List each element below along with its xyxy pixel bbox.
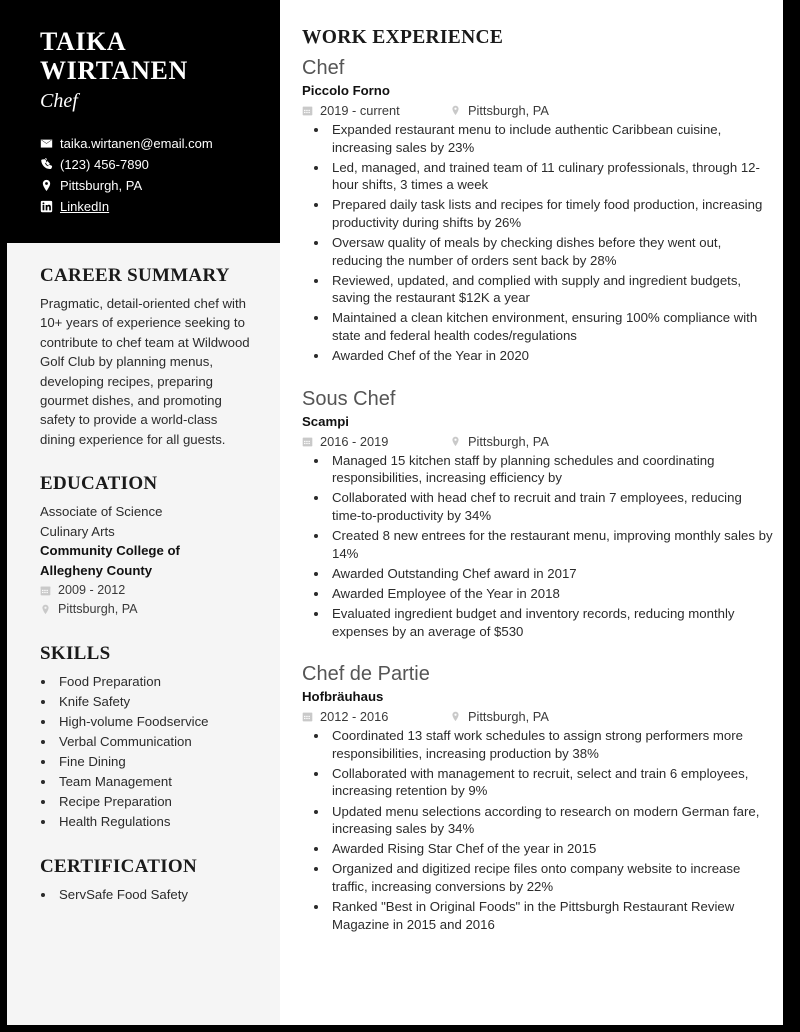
list-item: • Oversaw quality of meals by checking dishes before they went out, reducing the number of orders sent back by 28% (329, 234, 774, 269)
job-bullets (302, 121, 774, 365)
contact-phone (40, 154, 270, 175)
linkedin-icon (40, 200, 57, 213)
education-location-row (40, 600, 256, 619)
job-location: Pittsburgh, PA (468, 433, 549, 449)
skills-list (40, 672, 256, 832)
contact-location (40, 175, 270, 196)
job-company: Hofbräuhaus (302, 689, 384, 705)
list-item: • Reviewed, updated, and complied with supply and ingredient budgets, saving the restaurant $12K a year (329, 272, 774, 307)
contact-list (40, 133, 270, 217)
contact-phone-text: (123) 456-7890 (60, 157, 149, 172)
job-company: Piccolo Forno (302, 83, 390, 98)
job-dates: 2016 - 2019 (320, 433, 389, 449)
job-location: Pittsburgh, PA (468, 709, 549, 725)
list-item: • Knife Safety (56, 692, 256, 712)
education-degree-line2: Culinary Arts (40, 523, 115, 539)
skills-heading: SKILLS (40, 642, 111, 664)
calendar-icon (302, 436, 317, 447)
job-location-group (450, 101, 549, 120)
list-item: • Fine Dining (56, 752, 256, 772)
list-item: • Evaluated ingredient budget and inventory records, reducing monthly expenses by an average of $530 (329, 605, 774, 640)
calendar-icon (302, 105, 317, 116)
job-entry (302, 387, 774, 640)
education-dates: 2009 - 2012 (58, 582, 126, 597)
map-pin-icon (40, 179, 57, 192)
education-degree-line1: Associate of Science (40, 504, 163, 520)
list-item: • Team Management (56, 772, 256, 792)
job-meta (302, 432, 774, 451)
list-item: • Awarded Outstanding Chef award in 2017 (329, 565, 774, 583)
phone-icon (40, 158, 57, 171)
certification-list (40, 885, 256, 905)
job-title: Sous Chef (302, 387, 396, 410)
job-entry (302, 56, 774, 365)
contact-linkedin-link[interactable]: LinkedIn (60, 199, 110, 214)
contact-email-text: taika.wirtanen@email.com (60, 136, 213, 151)
list-item: • Collaborated with head chef to recruit and train 7 employees, reducing time-to-productivity by 34% (329, 489, 774, 524)
resume-page (7, 0, 783, 1025)
list-item: • Expanded restaurant menu to include authentic Caribbean cuisine, increasing sales by 23% (329, 121, 774, 156)
list-item: • Prepared daily task lists and recipes for timely food production, increasing productivity during shifts by 26% (329, 196, 774, 231)
candidate-name-line1: TAIKA (40, 27, 127, 56)
job-dates-group (302, 101, 450, 120)
work-experience-heading: WORK EXPERIENCE (302, 27, 504, 48)
list-item: • Ranked "Best in Original Foods" in the Pittsburgh Restaurant Review Magazine in 2015 and 2016 (329, 898, 774, 933)
certification-heading: CERTIFICATION (40, 855, 198, 877)
job-entry (302, 662, 774, 933)
contact-linkedin[interactable] (40, 196, 270, 217)
list-item: • Maintained a clean kitchen environment, ensuring 100% compliance with state and federal health codes/regulations (329, 309, 774, 344)
job-meta (302, 101, 774, 120)
list-item: • Organized and digitized recipe files onto company website to increase traffic, increasing conversions by 22% (329, 860, 774, 895)
list-item: • High-volume Foodservice (56, 712, 256, 732)
section-spacer (302, 370, 774, 387)
list-item: • Awarded Rising Star Chef of the year in 2015 (329, 840, 774, 858)
candidate-role: Chef (40, 90, 78, 112)
list-item: • Awarded Employee of the Year in 2018 (329, 585, 774, 603)
education-location: Pittsburgh, PA (58, 601, 138, 616)
list-item: • ServSafe Food Safety (56, 885, 256, 905)
job-dates: 2012 - 2016 (320, 709, 389, 725)
education-heading: EDUCATION (40, 473, 158, 495)
calendar-icon (40, 585, 55, 596)
education-entry (40, 502, 256, 618)
section-spacer (302, 645, 774, 662)
map-pin-icon (40, 604, 55, 615)
job-dates: 2019 - current (320, 103, 400, 118)
list-item: • Health Regulations (56, 812, 256, 832)
list-item: • Created 8 new entrees for the restaurant menu, improving monthly sales by 14% (329, 527, 774, 562)
list-item: • Awarded Chef of the Year in 2020 (329, 347, 774, 365)
job-dates-group (302, 707, 450, 726)
job-company: Scampi (302, 413, 349, 429)
job-meta (302, 707, 774, 726)
contact-location-text: Pittsburgh, PA (60, 178, 143, 193)
map-pin-icon (450, 436, 465, 447)
work-experience-section (302, 27, 774, 938)
calendar-icon (302, 711, 317, 722)
candidate-name-line2: WIRTANEN (40, 56, 188, 85)
job-location-group (450, 707, 549, 726)
job-location: Pittsburgh, PA (468, 103, 549, 118)
job-title: Chef de Partie (302, 663, 430, 686)
list-item: • Led, managed, and trained team of 11 culinary professionals, through 12-hour shifts, 3 times a week (329, 159, 774, 194)
sidebar (7, 243, 280, 1025)
education-dates-row (40, 581, 256, 600)
contact-email (40, 133, 270, 154)
envelope-icon (40, 137, 57, 150)
job-location-group (450, 432, 549, 451)
education-school-line2: Allegheny County (40, 563, 153, 579)
list-item: • Food Preparation (56, 672, 256, 692)
education-school-line1: Community College of (40, 543, 180, 559)
list-item: • Collaborated with management to recruit, select and train 6 employees, increasing retention by 9% (329, 765, 774, 800)
job-bullets (302, 727, 774, 933)
list-item: • Recipe Preparation (56, 792, 256, 812)
list-item: • Managed 15 kitchen staff by planning schedules and coordinating responsibilities, increasing efficiency by (329, 452, 774, 487)
list-item: • Verbal Communication (56, 732, 256, 752)
career-summary-heading: CAREER SUMMARY (40, 265, 230, 286)
map-pin-icon (450, 711, 465, 722)
job-title: Chef (302, 57, 345, 79)
map-pin-icon (450, 105, 465, 116)
list-item: • Coordinated 13 staff work schedules to assign strong performers more responsibilities, increasing production by 38% (329, 727, 774, 762)
candidate-name (40, 27, 270, 85)
career-summary-text: Pragmatic, detail-oriented chef with 10+ years of experience seeking to contribute to chef team at Wildwood Golf Club by planning menus, developing recipes, preparing gourmet dishes, and promoting safety to provide a world-class dining experience for all guests. (40, 296, 250, 447)
job-dates-group (302, 432, 450, 451)
list-item: • Updated menu selections according to research on modern German fare, increasing sales by 34% (329, 803, 774, 838)
job-bullets (302, 452, 774, 640)
